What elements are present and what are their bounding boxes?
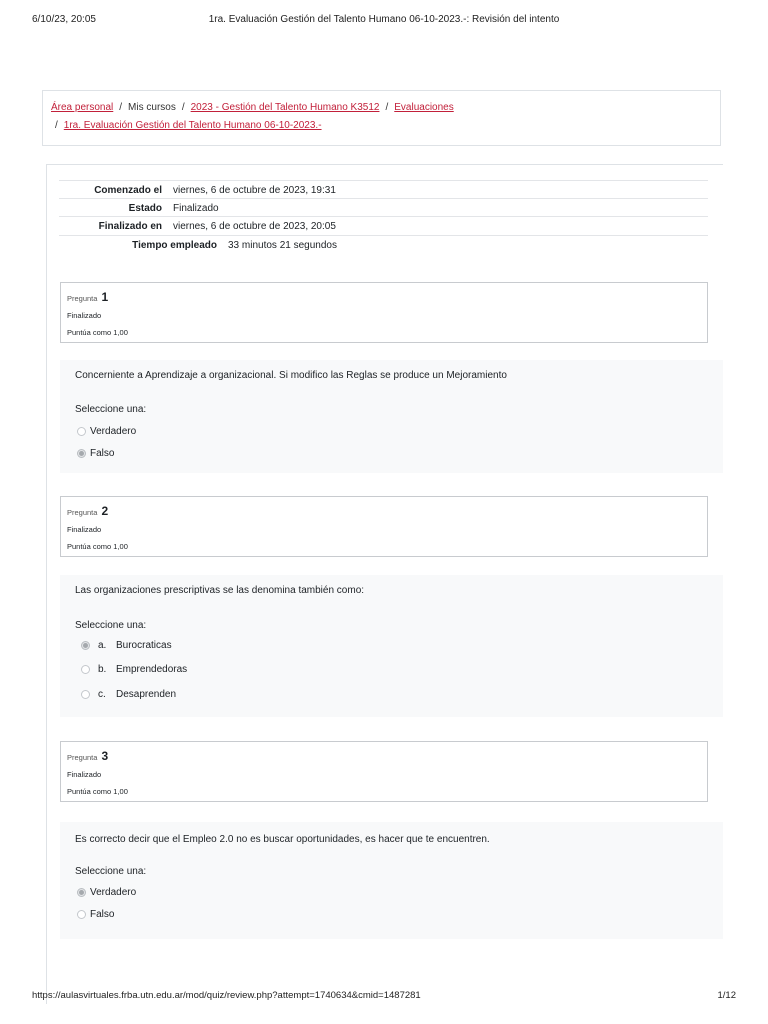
summary-label: Finalizado en xyxy=(98,221,162,232)
breadcrumb-mis-cursos: Mis cursos xyxy=(128,102,176,113)
summary-row-state xyxy=(59,198,708,216)
summary-value: 33 minutos 21 segundos xyxy=(228,240,337,251)
radio-unchecked-icon[interactable] xyxy=(81,690,90,699)
summary-row-started xyxy=(59,180,708,198)
question-info-3 xyxy=(60,741,708,802)
radio-checked-icon[interactable] xyxy=(81,641,90,650)
breadcrumb-quiz[interactable]: 1ra. Evaluación Gestión del Talento Humano 06-10-2023.- xyxy=(63,120,322,131)
question-number xyxy=(67,287,701,307)
question-text: Las organizaciones prescriptivas se las denomina también como: xyxy=(75,585,365,596)
breadcrumb-separator: / xyxy=(119,102,123,113)
print-header xyxy=(32,14,736,30)
question-label: Pregunta xyxy=(67,753,98,762)
summary-row-finished xyxy=(59,216,708,235)
attempt-summary-table xyxy=(59,180,708,271)
summary-label: Tiempo empleado xyxy=(132,240,217,251)
summary-value: viernes, 6 de octubre de 2023, 20:05 xyxy=(173,221,336,232)
answer-letter: a. xyxy=(98,639,107,651)
question-content-2 xyxy=(60,575,723,717)
breadcrumb-evaluaciones[interactable]: Evaluaciones xyxy=(394,102,454,113)
radio-unchecked-icon[interactable] xyxy=(77,910,86,919)
question-text: Concerniente a Aprendizaje a organizacional. Si modifico las Reglas se produce un Mejoramiento xyxy=(75,370,507,381)
question-content-1 xyxy=(60,360,723,473)
question-prompt: Seleccione una: xyxy=(75,866,147,877)
question-prompt: Seleccione una: xyxy=(75,404,147,415)
answer-label: Desaprenden xyxy=(116,688,177,700)
question-prompt: Seleccione una: xyxy=(75,620,147,631)
question-grade: Puntúa como 1,00 xyxy=(67,787,128,796)
question-content-3 xyxy=(60,822,723,939)
question-number-value: 3 xyxy=(101,749,109,763)
answer-option-c[interactable] xyxy=(81,686,176,702)
question-state: Finalizado xyxy=(67,770,102,779)
radio-unchecked-icon[interactable] xyxy=(81,665,90,674)
question-label: Pregunta xyxy=(67,508,98,517)
summary-value: viernes, 6 de octubre de 2023, 19:31 xyxy=(173,185,336,196)
radio-checked-icon[interactable] xyxy=(77,888,86,897)
question-state: Finalizado xyxy=(67,525,102,534)
question-grade: Puntúa como 1,00 xyxy=(67,328,128,337)
breadcrumb-course[interactable]: 2023 - Gestión del Talento Humano K3512 xyxy=(190,102,380,113)
answer-option-verdadero[interactable] xyxy=(77,884,136,900)
answer-label: Falso xyxy=(90,447,115,459)
breadcrumb-area-personal[interactable]: Área personal xyxy=(51,102,114,113)
answer-option-a[interactable] xyxy=(81,637,172,653)
breadcrumb-separator: / xyxy=(55,120,58,131)
answer-letter: b. xyxy=(98,663,107,675)
question-number xyxy=(67,501,701,521)
breadcrumb xyxy=(42,90,721,146)
answer-option-falso[interactable] xyxy=(77,906,114,922)
breadcrumb-line-2 xyxy=(51,119,712,137)
answer-label: Verdadero xyxy=(90,886,137,898)
answer-option-falso[interactable] xyxy=(77,445,114,461)
print-page-title: 1ra. Evaluación Gestión del Talento Humano 06-10-2023.-: Revisión del intento xyxy=(208,14,560,25)
answer-letter: c. xyxy=(98,688,106,700)
radio-checked-icon[interactable] xyxy=(77,449,86,458)
summary-label: Estado xyxy=(128,203,162,214)
print-datetime: 6/10/23, 20:05 xyxy=(32,14,96,25)
summary-label: Comenzado el xyxy=(94,185,162,196)
answer-label: Burocraticas xyxy=(116,639,172,651)
summary-row-time xyxy=(59,235,708,271)
print-page-number: 1/12 xyxy=(717,990,736,1001)
question-info-1 xyxy=(60,282,708,343)
question-text: Es correcto decir que el Empleo 2.0 no es buscar oportunidades, es hacer que te encuentren. xyxy=(75,834,490,845)
answer-option-verdadero[interactable] xyxy=(77,423,136,439)
breadcrumb-separator: / xyxy=(385,102,389,113)
answer-option-b[interactable] xyxy=(81,661,187,677)
question-grade: Puntúa como 1,00 xyxy=(67,542,128,551)
radio-unchecked-icon[interactable] xyxy=(77,427,86,436)
answer-label: Emprendedoras xyxy=(116,663,188,675)
answer-label: Falso xyxy=(90,908,115,920)
question-number xyxy=(67,746,701,766)
question-label: Pregunta xyxy=(67,294,98,303)
question-number-value: 2 xyxy=(101,504,109,518)
print-footer xyxy=(32,990,736,1004)
question-info-2 xyxy=(60,496,708,557)
question-number-value: 1 xyxy=(101,290,109,304)
question-state: Finalizado xyxy=(67,311,102,320)
breadcrumb-separator: / xyxy=(181,102,185,113)
breadcrumb-line-1 xyxy=(51,101,712,119)
answer-label: Verdadero xyxy=(90,425,137,437)
summary-value: Finalizado xyxy=(173,203,219,214)
print-url: https://aulasvirtuales.frba.utn.edu.ar/mod/quiz/review.php?attempt=1740634&cmid=1487281 xyxy=(32,990,421,1001)
